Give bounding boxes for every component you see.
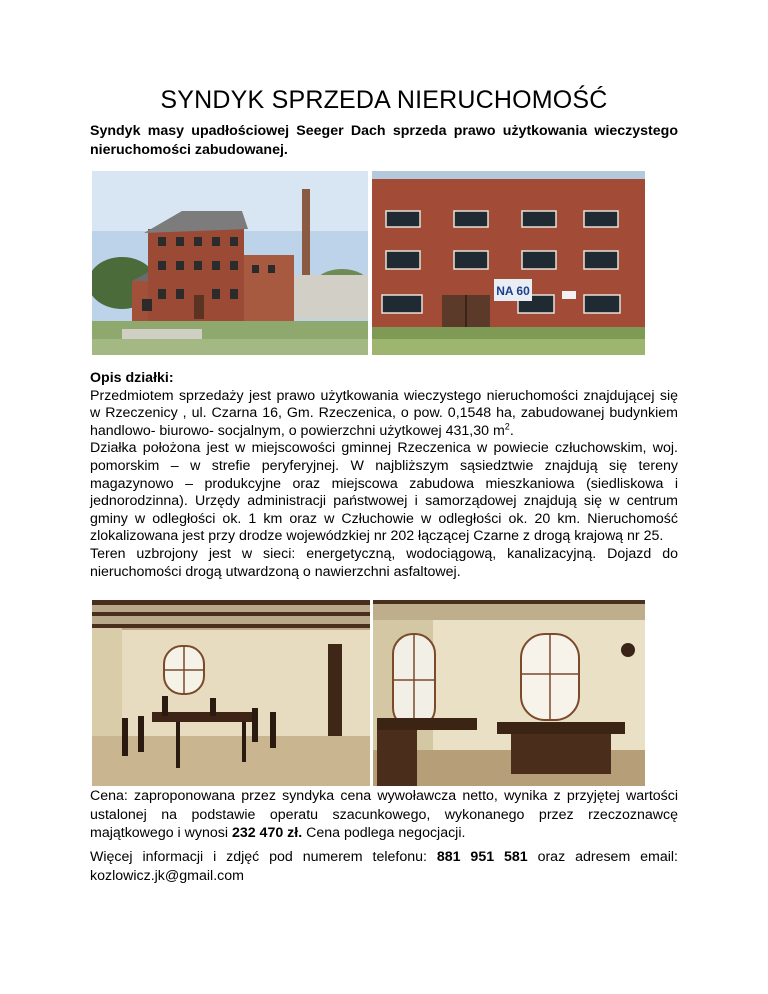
price-amount: 232 470 zł. [231, 825, 303, 841]
interior-photo-dining-room [92, 600, 370, 786]
intro-text: Syndyk masy upadłościowej Seeger Dach sprzeda prawo użytkowania wieczystego nieruchomości zabudowanej. [90, 123, 678, 158]
interior-photo-office [373, 600, 645, 786]
description-paragraph-2: Działka położona jest w miejscowości gminnej Rzeczenica w powiecie człuchowskim, woj. pomorskim – w strefie peryferyjnej. W najbliższym sąsiedztwie znajdują się tereny magazynowo – produkcyjne oraz miejscowa zabudowa mieszkaniowa (siedliskowa i jednorodzinna). Urzędy administracji państwowej i samorządowej znajdują się w centrum gminy w odległości ok. 1 km oraz w Człuchowie w odległości ok. 20 km. Nieruchomość zlokalizowana jest przy drodze wojewódzkiej nr 202 łączącej Czarne z drogą krajową nr 25. [90, 440, 678, 545]
price-negotiation-note: Cena podlega negocjacji. [302, 825, 466, 841]
contact-phone: 881 951 581 [436, 849, 528, 865]
description-paragraph-1 [90, 388, 678, 441]
description-paragraph-3: Teren uzbrojony jest w sieci: energetyczną, wodociągową, kanalizacyjną. Dojazd do nieruchomości drogą utwardzoną o nawierzchni asfaltowej. [90, 545, 678, 580]
contact-text: Więcej informacji i zdjęć pod numerem telefonu: [90, 849, 437, 865]
description-area-end: . [509, 422, 514, 439]
area-unit-superscript: 2 [504, 421, 510, 432]
building-sign-text: NA 60 [496, 284, 530, 298]
description-heading: Opis działki: [90, 370, 174, 386]
page-title: SYNDYK SPRZEDA NIERUCHOMOŚĆ [160, 86, 608, 114]
contact-paragraph [90, 848, 678, 885]
building-photo-facade [372, 171, 645, 355]
building-photo-exterior [92, 171, 368, 355]
contact-email-label: oraz adresem email: [527, 849, 679, 865]
plot-description [90, 370, 678, 581]
contact-email[interactable]: kozlowicz.jk@gmail.com [90, 867, 244, 884]
description-area-text: Przedmiotem sprzedaży jest prawo użytkowania wieczystego nieruchomości znajdującej się w Rzeczenicy , ul. Czarna 16, Gm. Rzeczenica, o pow. 0,1548 ha, zabudowanej budynkiem handlowo- biurowo- socjalnym, o powierzchni użytkowej 431,30 m [90, 387, 678, 439]
price-paragraph [90, 787, 678, 843]
price-text: Cena: zaproponowana przez syndyka cena wywoławcza netto, wynika z przyjętej wartości ustalonej na podstawie operatu szacunkowego, wykonanego przez rzeczoznawcę majątkowego i wynosi [90, 788, 678, 841]
